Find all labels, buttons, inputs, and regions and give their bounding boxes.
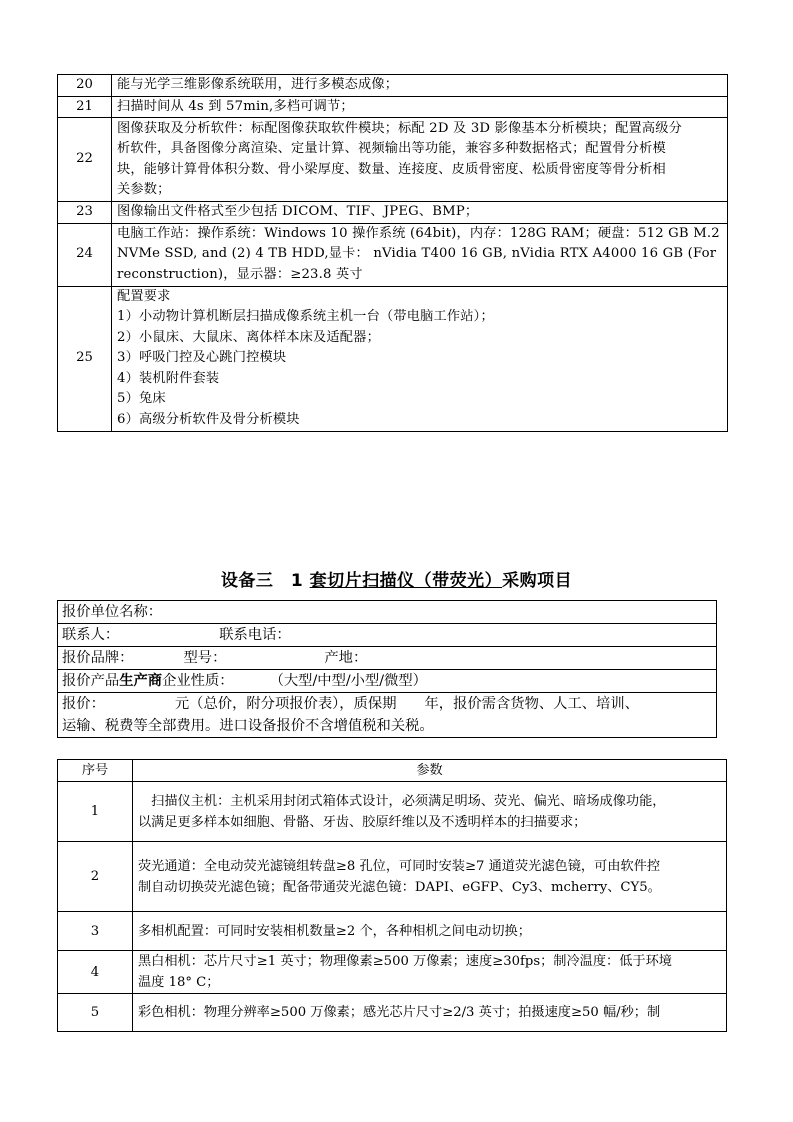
param-row-text xyxy=(133,782,727,842)
quote-price-label: 报价： xyxy=(62,696,105,712)
spec-row-line: 5）兔床 xyxy=(117,391,166,407)
quote-unit-name: 报价单位名称： xyxy=(62,604,163,620)
spec-row-line: 析软件，具备图像分离渲染、定量计算、视频输出等功能，兼容多种数据格式；配置骨分析模 xyxy=(117,141,666,156)
spec-row-line: NVMe SSD, and (2) 4 TB HDD,显卡： nVidia T400 16 GB, nVidia RTX A4000 16 GB (For xyxy=(117,246,717,262)
param-table xyxy=(57,759,727,1032)
quote-unit-cell xyxy=(58,601,717,624)
spec-row xyxy=(58,202,728,224)
param-row-line: 制自动切换荧光滤色镜；配备带通荧光滤色镜：DAPI、eGFP、Cy3、mcherry、CY5。 xyxy=(138,879,661,895)
spec-row-text xyxy=(112,202,728,224)
spec-row xyxy=(58,286,728,431)
spec-row-line: 扫描时间从 4s 到 57min,多档可调节； xyxy=(117,98,354,114)
spec-row-line: 6）高级分析软件及骨分析模块 xyxy=(117,411,300,427)
param-row xyxy=(58,782,727,842)
param-row-line: 扫描仪主机：主机采用封闭式箱体式设计，必须满足明场、荧光、偏光、暗场成像功能， xyxy=(138,793,666,809)
spec-row-text xyxy=(112,286,728,431)
spec-row-number: 23 xyxy=(58,202,112,224)
spec-row xyxy=(58,223,728,286)
quote-price-line2: 运输、税费等全部费用。进口设备报价不含增值税和关税。 xyxy=(62,718,434,734)
param-row-text xyxy=(133,842,727,912)
spec-row-line: 关参数； xyxy=(117,182,171,197)
param-row-line: 黑白相机：芯片尺寸≥1 英寸；物理像素≥500 万像素；速度≥30fps；制冷温度：低于环境 xyxy=(138,954,672,969)
quote-row-brand xyxy=(58,647,717,670)
quote-nature-type-label: 企业性质： xyxy=(162,673,234,689)
quote-contact-cell xyxy=(58,624,717,647)
spec-row xyxy=(58,96,728,118)
param-row xyxy=(58,912,727,951)
spec-row-line: 4）装机附件套装 xyxy=(117,370,220,386)
param-row-number: 1 xyxy=(58,782,133,842)
param-row xyxy=(58,842,727,912)
param-row-text xyxy=(133,994,727,1032)
spec-row-line: 配置要求 xyxy=(117,288,171,304)
section-title-underlined: 套切片扫描仪（带荧光） xyxy=(309,571,503,591)
spec-row-number: 25 xyxy=(58,286,112,431)
param-header-param: 参数 xyxy=(133,760,727,782)
spec-row-text xyxy=(112,96,728,118)
param-row xyxy=(58,994,727,1032)
spec-row xyxy=(58,75,728,97)
quote-nature-options: （大型/中型/小型/微型） xyxy=(269,673,427,689)
spec-row-number: 22 xyxy=(58,118,112,202)
param-row-line: 彩色相机：物理分辨率≥500 万像素；感光芯片尺寸≥2/3 英寸；拍摄速度≥50 幅/秒；制 xyxy=(138,1005,661,1020)
param-header-row xyxy=(58,760,727,782)
spec-row-line: 图像获取及分析软件：标配图像获取软件模块；标配 2D 及 3D 影像基本分析模块；配置高级分 xyxy=(117,120,683,136)
spec-row-text xyxy=(112,75,728,97)
quote-price-total: 元（总价，附分项报价表），质保期 xyxy=(174,696,397,712)
spec-row-number: 21 xyxy=(58,96,112,118)
quote-nature-cell xyxy=(58,670,717,693)
spec-row-number: 24 xyxy=(58,223,112,286)
spec-table xyxy=(57,74,728,432)
quote-brand-cell xyxy=(58,647,717,670)
quote-phone-label: 联系电话： xyxy=(219,627,291,643)
quote-info-table xyxy=(57,600,717,738)
param-row-number: 3 xyxy=(58,912,133,951)
param-row-text xyxy=(133,951,727,994)
param-header-no: 序号 xyxy=(58,760,133,782)
param-row-line: 温度 18° C； xyxy=(138,975,220,990)
spec-row-text xyxy=(112,118,728,202)
spec-table-body xyxy=(58,75,728,432)
quote-brand-label: 报价品牌： xyxy=(62,650,134,666)
param-row xyxy=(58,951,727,994)
param-row-line: 荧光通道：全电动荧光滤镜组转盘≥8 孔位，可同时安装≥7 通道荧光滤色镜，可由软件控 xyxy=(138,858,661,874)
section-title-prefix: 设备三 1 xyxy=(220,571,310,591)
section-title xyxy=(0,566,793,591)
param-row-number: 5 xyxy=(58,994,133,1032)
param-row-number: 4 xyxy=(58,951,133,994)
quote-nature-label: 报价产品 xyxy=(62,673,120,689)
spec-row-line: 块，能够计算骨体积分数、骨小梁厚度、数量、连接度、皮质骨密度、松质骨密度等骨分析相 xyxy=(117,161,666,177)
quote-row-contact xyxy=(58,624,717,647)
param-table-body xyxy=(58,782,727,1032)
spec-row-line: 能与光学三维影像系统联用，进行多模态成像； xyxy=(117,77,399,92)
spec-row-line: 电脑工作站：操作系统：Windows 10 操作系统 (64bit)，内存：128G RAM；硬盘：512 GB M.2 xyxy=(117,225,720,241)
spec-row-line: reconstruction)，显示器：≥23.8 英寸 xyxy=(117,266,363,282)
quote-row-nature xyxy=(58,670,717,693)
spec-row-text xyxy=(112,223,728,286)
quote-row-unit xyxy=(58,601,717,624)
quote-row-price xyxy=(58,693,717,738)
spec-row-line: 1）小动物计算机断层扫描成像系统主机一台（带电脑工作站）； xyxy=(117,309,494,325)
spec-row xyxy=(58,118,728,202)
param-row-line: 以满足更多样本如细胞、骨骼、牙齿、胶原纤维以及不透明样本的扫描要求； xyxy=(138,814,587,830)
quote-price-years: 年，报价需含货物、人工、培训、 xyxy=(424,696,639,712)
spec-row-number: 20 xyxy=(58,75,112,97)
quote-model-label: 型号： xyxy=(183,650,227,666)
param-row-text xyxy=(133,912,727,951)
quote-price-line1 xyxy=(62,693,712,715)
quote-nature-manufacturer: 生产商 xyxy=(119,673,163,689)
quote-price-cell xyxy=(58,693,717,738)
spec-row-line: 2）小鼠床、大鼠床、离体样本床及适配器； xyxy=(117,329,380,345)
quote-contact-label: 联系人： xyxy=(62,627,120,643)
spec-row-line: 图像输出文件格式至少包括 DICOM、TIF、JPEG、BMP； xyxy=(117,204,479,219)
param-row-line: 多相机配置：可同时安装相机数量≥2 个，各种相机之间电动切换； xyxy=(138,923,531,939)
spec-row-line: 3）呼吸门控及心跳门控模块 xyxy=(117,350,287,366)
param-row-number: 2 xyxy=(58,842,133,912)
section-title-suffix: 采购项目 xyxy=(502,571,573,591)
quote-origin-label: 产地： xyxy=(324,650,368,666)
